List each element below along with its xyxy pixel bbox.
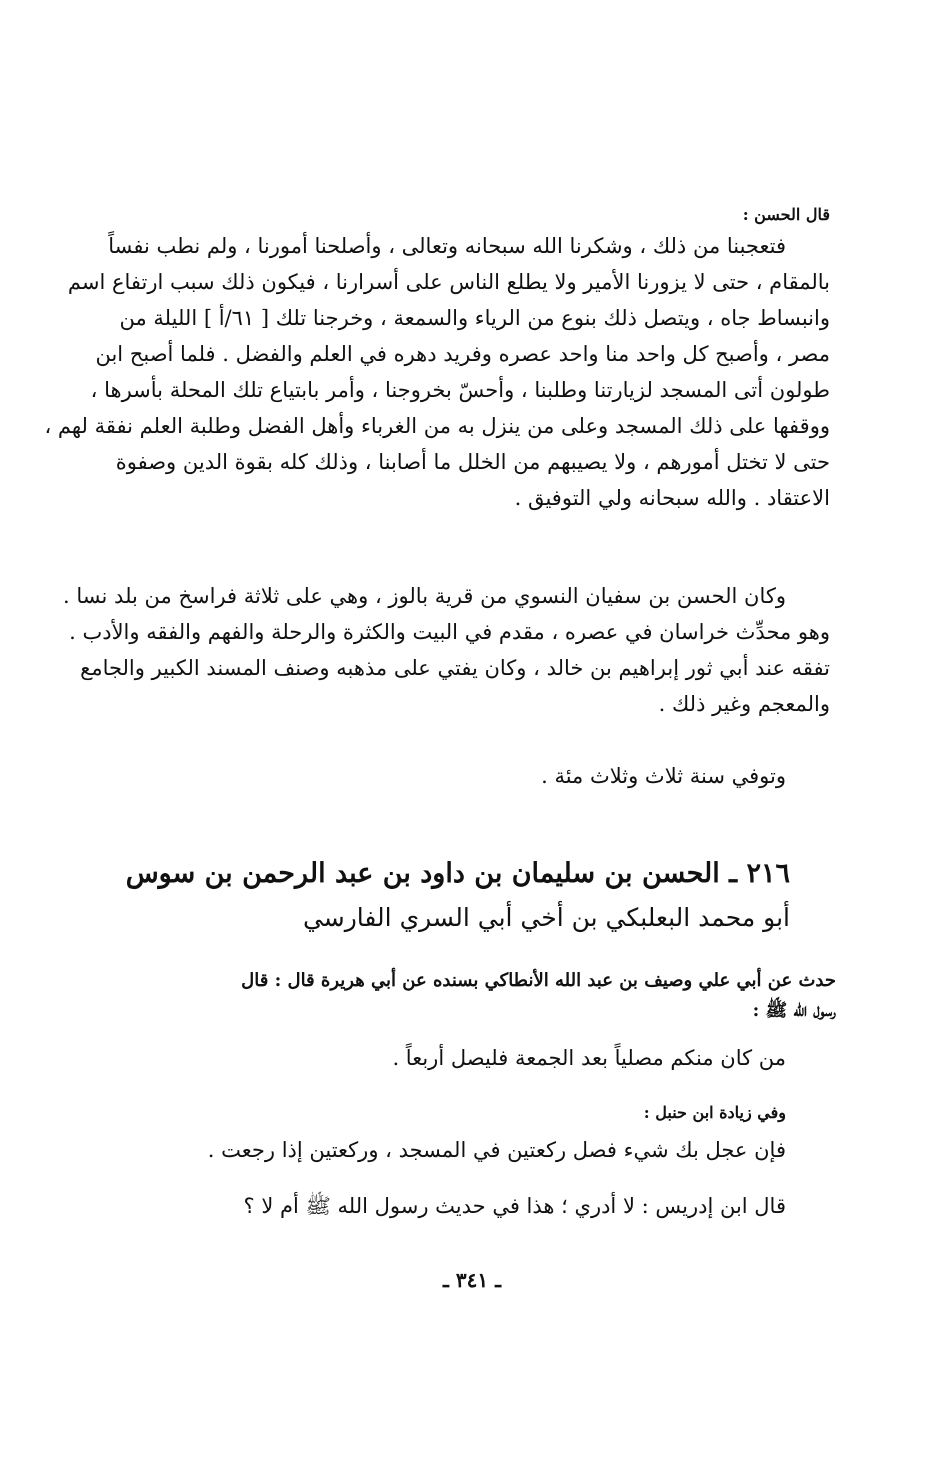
- hadith-text: من كان منكم مصلياً بعد الجمعة فليصل أربعاً .: [392, 1046, 786, 1070]
- paragraph-2: [63, 578, 830, 722]
- paragraph-2-line: وكان الحسن بن سفيان النسوي من قرية بالوز ، وهي على ثلاثة فراسخ من بلد نسا .: [63, 584, 786, 608]
- hadith-text-block: [150, 1040, 830, 1076]
- paragraph-1-line: حتى لا تختل أمورهم ، ولا يصيبهم من الخلل ما أصابنا ، وذلك كله بقوة الدين وصفوة: [115, 450, 830, 474]
- addition-label: وفي زيادة ابن حنبل :: [643, 1103, 786, 1122]
- hadith-chain: [148, 966, 836, 1026]
- paragraph-2-line: تفقه عند أبي ثور إبراهيم بن خالد ، وكان يفتي على مذهبه وصنف المسند الكبير والجامع: [80, 656, 830, 680]
- paragraph-1-line: فتعجبنا من ذلك ، وشكرنا الله سبحانه وتعالى ، وأصلحنا أمورنا ، ولم نطب نفساً: [108, 234, 786, 258]
- paragraph-3: [150, 758, 830, 794]
- hadith-chain-line: حدث عن أبي علي وصيف بن عبد الله الأنطاكي بسنده عن أبي هريرة قال : قال: [241, 970, 836, 991]
- paragraph-1-line: طولون أتى المسجد لزيارتنا وطلبنا ، وأحسّ بخروجنا ، وأمر بابتياع تلك المحلة بأسرها ،: [90, 378, 830, 402]
- entry-subtitle: أبو محمد البعلبكي بن أخي أبي السري الفارسي: [302, 903, 790, 932]
- entry-heading: [125, 852, 790, 940]
- paragraph-3-line: وتوفي سنة ثلاث وثلاث مئة .: [541, 764, 786, 788]
- paragraph-1-line: بالمقام ، حتى لا يزورنا الأمير ولا يطلع الناس على أسرارنا ، فيكون ذلك سبب ارتفاع اسم: [67, 270, 830, 294]
- paragraph-1-line: الاعتقاد . والله سبحانه ولي التوفيق .: [514, 486, 830, 510]
- header-label: قال الحسن :: [742, 205, 830, 224]
- paragraph-2-line: والمعجم وغير ذلك .: [658, 692, 830, 716]
- paragraph-1-line: وانبساط جاه ، ويتصل ذلك بنوع من الرياء والسمعة ، وخرجنا تلك [ ٦١/أ ] الليلة من: [119, 306, 830, 330]
- closing-block: [150, 1188, 830, 1224]
- closing-text: قال ابن إدريس : لا أدري ؛ هذا في حديث رسول الله ﷺ أم لا ؟: [243, 1194, 786, 1218]
- paragraph-1: [44, 228, 830, 516]
- hadith-chain-line: رسول الله ﷺ :: [752, 1000, 836, 1021]
- paragraph-1-line: ووقفها على ذلك المسجد وعلى من ينزل به من الغرباء وأهل الفضل وطلبة العلم نفقة لهم ،: [44, 414, 830, 438]
- section-header: [150, 200, 830, 230]
- entry-title: ٢١٦ ـ الحسن بن سليمان بن داود بن عبد الرحمن بن سوس: [125, 858, 790, 889]
- addition-text: فإن عجل بك شيء فصل ركعتين في المسجد ، وركعتين إذا رجعت .: [207, 1138, 786, 1162]
- paragraph-2-line: وهو محدِّث خراسان في عصره ، مقدم في البيت والكثرة والرحلة والفهم والفقه والأدب .: [69, 620, 830, 644]
- page-number: ـ ٣٤١ ـ: [443, 1268, 501, 1292]
- paragraph-1-line: مصر ، وأصبح كل واحد منا واحد عصره وفريد دهره في العلم والفضل . فلما أصبح ابن: [95, 342, 830, 366]
- addition-block: [150, 1098, 830, 1172]
